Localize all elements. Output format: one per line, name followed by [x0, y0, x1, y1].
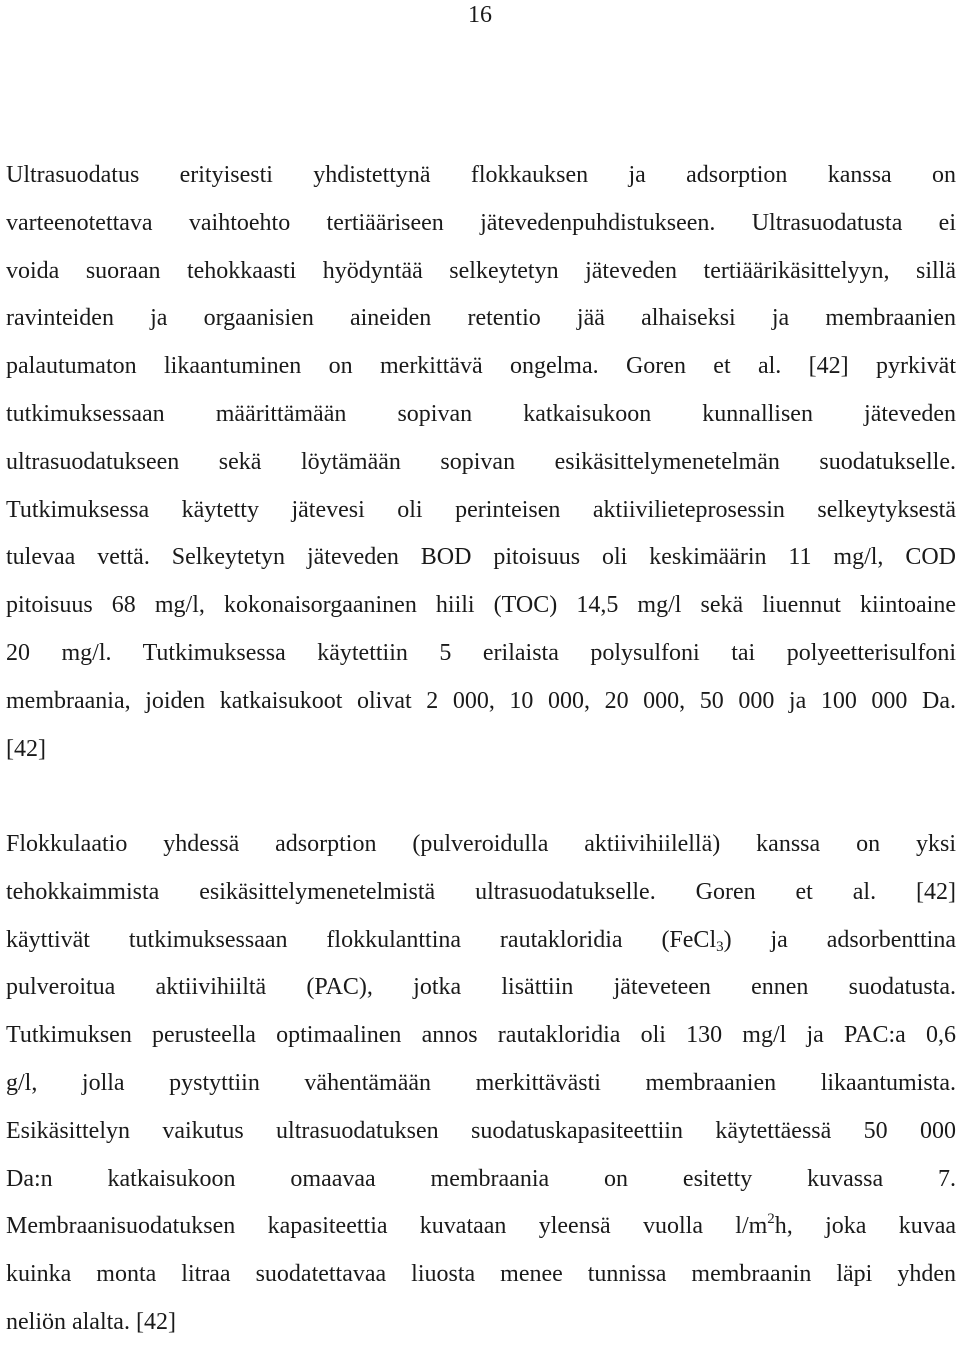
text-line: varteenotettava vaihtoehto tertiääriseen jätevedenpuhdistukseen. Ultrasuodatusta ei	[6, 209, 956, 236]
text-line: kuinka monta litraa suodatettavaa liuosta menee tunnissa membraanin läpi yhden	[6, 1261, 956, 1288]
paragraph-flocculation	[6, 821, 956, 1347]
text-segment: Membraanisuodatuksen kapasiteettia kuvataan yleensä vuolla l/m	[6, 1213, 768, 1240]
text-line: voida suoraan tehokkaasti hyödyntää selkeytetyn jäteveden tertiäärikäsittelyyn, sillä	[6, 257, 956, 284]
text-line: Ultrasuodatus erityisesti yhdistettynä flokkauksen ja adsorption kanssa on	[6, 162, 956, 188]
text-line: tehokkaimmista esikäsittelymenetelmistä ultrasuodatukselle. Goren et al. [42]	[6, 878, 956, 905]
text-segment: h, joka kuvaa	[774, 1213, 956, 1240]
text-line: tulevaa vettä. Selkeytetyn jäteveden BOD pitoisuus oli keskimäärin 11 mg/l, COD	[6, 544, 956, 571]
text-line: tutkimuksessaan määrittämään sopivan katkaisukoon kunnallisen jäteveden	[6, 400, 956, 427]
subscript: 3	[716, 938, 724, 955]
text-line-fecl3	[6, 917, 956, 965]
text-line: ravinteiden ja orgaanisien aineiden retentio jää alhaiseksi ja membraanien	[6, 305, 956, 332]
text-segment: ) ja adsorbenttina	[723, 926, 956, 953]
text-line: membraania, joiden katkaisukoot olivat 2 000, 10 000, 20 000, 50 000 ja 100 000 Da.	[6, 687, 956, 714]
text-line: Esikäsittelyn vaikutus ultrasuodatuksen suodatuskapasiteettiin käytettäessä 50 000	[6, 1117, 956, 1144]
text-line: Tutkimuksessa käytetty jätevesi oli perinteisen aktiivilieteprosessin selkeytyksestä	[6, 496, 956, 523]
text-line: 20 mg/l. Tutkimuksessa käytettiin 5 erilaista polysulfoni tai polyeetterisulfoni	[6, 639, 956, 666]
text-line: pitoisuus 68 mg/l, kokonaisorgaaninen hiili (TOC) 14,5 mg/l sekä liuennut kiintoaine	[6, 592, 956, 619]
text-line: ultrasuodatukseen sekä löytämään sopivan esikäsittelymenetelmän suodatukselle.	[6, 448, 956, 475]
page-number: 16	[468, 2, 492, 28]
text-line: palautumaton likaantuminen on merkittävä ongelma. Goren et al. [42] pyrkivät	[6, 353, 956, 380]
paragraph-ultrafiltration	[6, 152, 956, 773]
text-segment: käyttivät tutkimuksessaan flokkulanttina rautakloridia (FeCl	[6, 926, 717, 953]
text-line-flux-unit	[6, 1203, 956, 1251]
text-line: Da:n katkaisukoon omaavaa membraania on esitetty kuvassa 7.	[6, 1165, 956, 1192]
text-line: pulveroitua aktiivihiiltä (PAC), jotka lisättiin jäteveteen ennen suodatusta.	[6, 974, 956, 1001]
text-line: g/l, jolla pystyttiin vähentämään merkittävästi membraanien likaantumista.	[6, 1069, 956, 1096]
citation-line: [42]	[6, 735, 46, 762]
superscript: 2	[767, 1211, 775, 1228]
text-line: Tutkimuksen perusteella optimaalinen annos rautakloridia oli 130 mg/l ja PAC:a 0,6	[6, 1022, 956, 1049]
text-line: Flokkulaatio yhdessä adsorption (pulveroidulla aktiivihiilellä) kanssa on yksi	[6, 831, 956, 857]
text-line-last: neliön alalta. [42]	[6, 1308, 176, 1335]
